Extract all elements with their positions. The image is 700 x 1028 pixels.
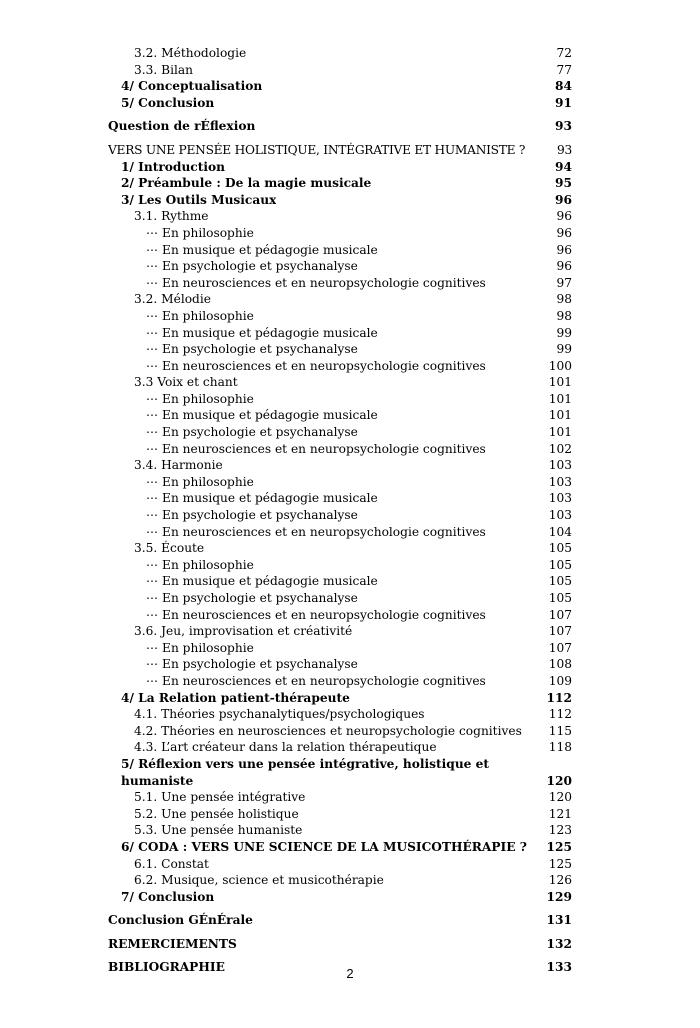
toc-entry[interactable]: [108, 192, 572, 209]
toc-entry[interactable]: [108, 822, 572, 839]
toc-entry[interactable]: [108, 325, 572, 342]
toc-entry-page: 105: [548, 541, 572, 556]
toc-entry-page: 118: [548, 740, 572, 755]
toc-entry-label: 7/ Conclusion: [121, 889, 215, 904]
toc-entry[interactable]: [108, 45, 572, 62]
toc-entry[interactable]: [108, 623, 572, 640]
toc-entry-page: 102: [548, 441, 572, 456]
toc-entry-label: 3.4. Harmonie: [134, 458, 223, 473]
toc-entry[interactable]: [108, 789, 572, 806]
toc-entry-label: ⋯ En neurosciences et en neuropsychologie cognitives: [146, 673, 486, 688]
toc-entry-page: 101: [548, 425, 572, 440]
toc-entry-page: 99: [556, 325, 572, 340]
toc-entry-page: 98: [556, 308, 572, 323]
toc-entry[interactable]: [108, 640, 572, 657]
toc-entry[interactable]: [108, 806, 572, 823]
toc-entry-label: 6.1. Constat: [134, 856, 209, 871]
toc-entry[interactable]: [108, 275, 572, 292]
toc-entry-page: 104: [548, 524, 572, 539]
toc-entry-label: ⋯ En psychologie et psychanalyse: [146, 657, 358, 672]
toc-entry-label: 5/ Réflexion vers une pensée intégrative, holistique et humaniste: [121, 756, 490, 788]
toc-entry-page: 77: [556, 62, 572, 77]
toc-entry-page: 132: [546, 936, 572, 951]
toc-entry-page: 105: [548, 591, 572, 605]
toc-entry-page: 126: [548, 873, 572, 888]
toc-entry-page: 97: [556, 275, 572, 290]
toc-entry-page: 112: [548, 707, 572, 722]
page-number: 2: [346, 966, 354, 981]
toc-entry[interactable]: [108, 391, 572, 408]
toc-entry-label: ⋯ En philosophie: [146, 474, 254, 489]
toc-entry[interactable]: [108, 936, 572, 953]
toc-entry[interactable]: [108, 856, 572, 873]
toc-entry-label: ⋯ En philosophie: [146, 308, 254, 323]
toc-entry-label: ⋯ En neurosciences et en neuropsychologie cognitives: [146, 358, 486, 373]
toc-entry[interactable]: [108, 118, 572, 135]
toc-entry-page: 103: [548, 474, 572, 489]
toc-entry-label: 3/ Les Outils Musicaux: [121, 192, 277, 207]
toc-entry-label: ⋯ En psychologie et psychanalyse: [146, 508, 358, 523]
toc-entry-page: 96: [556, 242, 572, 257]
toc-entry[interactable]: [108, 175, 572, 192]
toc-entry-label: 5.3. Une pensée humaniste: [134, 823, 303, 838]
toc-entry-label: ⋯ En musique et pédagogie musicale: [146, 242, 378, 257]
toc-entry-page: 96: [556, 225, 572, 240]
toc-entry[interactable]: [108, 78, 572, 95]
toc-entry-page: 101: [548, 375, 572, 390]
toc-entry[interactable]: [108, 723, 572, 740]
toc-entry-label: Conclusion GÉnÉrale: [108, 913, 253, 928]
toc-entry-label: ⋯ En philosophie: [146, 640, 254, 655]
toc-entry-page: 121: [548, 806, 572, 821]
toc-entry-label: 4.1. Théories psychanalytiques/psychologiques: [134, 707, 425, 722]
toc-entry-page: 133: [546, 960, 572, 975]
toc-entry-page: 120: [546, 773, 572, 788]
toc-entry-page: 93: [555, 119, 572, 134]
toc-entry-page: 107: [548, 624, 572, 639]
toc-entry-label: BIBLIOGRAPHIE: [108, 960, 225, 975]
toc-entry-label: 2/ Préambule : De la magie musicale: [121, 176, 372, 191]
toc-entry-label: 3.1. Rythme: [134, 209, 209, 224]
toc-entry[interactable]: [108, 839, 572, 856]
toc-entry-page: 100: [548, 358, 572, 373]
toc-entry-label: 1/ Introduction: [121, 159, 225, 174]
toc-entry-label: 3.2. Méthodologie: [134, 46, 247, 60]
toc-entry-label: REMERCIEMENTS: [108, 936, 237, 951]
toc-entry-page: 105: [548, 574, 572, 589]
toc-entry-label: ⋯ En musique et pédagogie musicale: [146, 574, 378, 589]
toc-entry[interactable]: [108, 308, 572, 325]
toc-entry-label: 3.2. Mélodie: [134, 292, 211, 307]
toc-entry-page: 101: [548, 391, 572, 406]
toc-entry-label: ⋯ En psychologie et psychanalyse: [146, 591, 358, 605]
toc-entry-page: 125: [548, 856, 572, 871]
toc-entry-page: 96: [555, 192, 572, 207]
toc-entry-page: 103: [548, 508, 572, 523]
toc-entry[interactable]: [108, 673, 572, 690]
toc-entry[interactable]: [108, 424, 572, 441]
toc-entry[interactable]: [108, 441, 572, 458]
toc-entry[interactable]: [108, 358, 572, 375]
toc-entry-label: ⋯ En neurosciences et en neuropsychologie cognitives: [146, 275, 486, 290]
toc-entry-page: 101: [548, 408, 572, 423]
toc-entry[interactable]: [108, 474, 572, 491]
toc-entry-label: ⋯ En neurosciences et en neuropsychologie cognitives: [146, 441, 486, 456]
toc-entry-page: 107: [548, 640, 572, 655]
table-of-contents: [108, 45, 572, 976]
toc-entry-page: 95: [555, 176, 572, 191]
toc-entry-page: 72: [556, 46, 572, 60]
toc-entry-page: 109: [548, 673, 572, 688]
toc-entry-label: 5.1. Une pensée intégrative: [134, 790, 306, 805]
toc-entry-label: ⋯ En musique et pédagogie musicale: [146, 491, 378, 506]
toc-entry-label: 5/ Conclusion: [121, 95, 215, 110]
toc-entry-page: 103: [548, 458, 572, 473]
toc-entry-page: 120: [548, 790, 572, 805]
toc-entry[interactable]: [108, 341, 572, 358]
toc-entry-label: ⋯ En neurosciences et en neuropsychologie cognitives: [146, 607, 486, 622]
toc-entry-page: 105: [548, 557, 572, 572]
toc-entry-label: ⋯ En psychologie et psychanalyse: [146, 342, 358, 357]
toc-entry[interactable]: [108, 912, 572, 929]
toc-entry-label: ⋯ En neurosciences et en neuropsychologie cognitives: [146, 524, 486, 539]
toc-entry[interactable]: [108, 159, 572, 176]
toc-entry[interactable]: [108, 374, 572, 391]
toc-entry-label: ⋯ En philosophie: [146, 225, 254, 240]
toc-entry-page: 93: [556, 142, 572, 157]
toc-entry-label: 4.3. L’art créateur dans la relation thérapeutique: [134, 740, 437, 755]
toc-entry-page: 115: [548, 723, 572, 738]
toc-entry-label: ⋯ En philosophie: [146, 391, 254, 406]
toc-entry-page: 123: [548, 823, 572, 838]
toc-entry-label: 3.5. Écoute: [134, 541, 205, 556]
toc-entry-page: 112: [546, 690, 572, 705]
toc-entry-label: ⋯ En psychologie et psychanalyse: [146, 259, 358, 274]
toc-entry-label: ⋯ En musique et pédagogie musicale: [146, 325, 378, 340]
toc-entry-page: 98: [556, 292, 572, 307]
toc-entry[interactable]: [108, 557, 572, 574]
toc-entry[interactable]: [108, 95, 572, 112]
toc-entry[interactable]: [108, 490, 572, 507]
toc-entry-page: 107: [548, 607, 572, 622]
toc-entry-label: 5.2. Une pensée holistique: [134, 806, 299, 821]
toc-entry[interactable]: [108, 242, 572, 259]
toc-entry-label: ⋯ En philosophie: [146, 557, 254, 572]
toc-entry-label: 4.2. Théories en neurosciences et neuropsychologie cognitives: [134, 723, 522, 738]
toc-entry[interactable]: [108, 291, 572, 308]
toc-entry-page: 99: [556, 342, 572, 357]
toc-entry-label: 3.3. Bilan: [134, 62, 193, 77]
toc-entry-page: 125: [546, 839, 572, 854]
toc-entry-label: ⋯ En musique et pédagogie musicale: [146, 408, 378, 423]
toc-entry-label: VERS UNE PENSÉE HOLISTIQUE, INTÉGRATIVE ET HUMANISTE ?: [108, 142, 526, 157]
toc-entry-label: 3.6. Jeu, improvisation et créativité: [134, 624, 353, 639]
toc-entry[interactable]: [108, 507, 572, 524]
toc-entry[interactable]: [108, 540, 572, 557]
toc-entry[interactable]: [108, 656, 572, 673]
toc-entry[interactable]: [108, 756, 572, 789]
toc-entry-label: 6.2. Musique, science et musicothérapie: [134, 873, 384, 888]
toc-entry-label: 4/ Conceptualisation: [121, 79, 263, 94]
toc-entry[interactable]: [108, 457, 572, 474]
toc-entry[interactable]: [108, 258, 572, 275]
toc-entry-page: 96: [556, 209, 572, 224]
toc-entry[interactable]: [108, 889, 572, 906]
toc-entry[interactable]: [108, 590, 572, 607]
toc-entry-label: 3.3 Voix et chant: [134, 375, 238, 390]
toc-entry-page: 103: [548, 491, 572, 506]
toc-entry-label: 6/ CODA : VERS UNE SCIENCE DE LA MUSICOTHÉRAPIE ?: [121, 839, 527, 854]
toc-entry[interactable]: [108, 142, 572, 159]
toc-entry-label: ⋯ En psychologie et psychanalyse: [146, 425, 358, 440]
toc-entry-page: 96: [556, 259, 572, 274]
toc-entry-page: 131: [546, 913, 572, 928]
toc-entry[interactable]: [108, 208, 572, 225]
toc-entry-label: 4/ La Relation patient-thérapeute: [121, 690, 350, 705]
toc-entry-label: Question de rÉflexion: [108, 119, 256, 134]
toc-entry[interactable]: [108, 739, 572, 756]
toc-entry[interactable]: [108, 573, 572, 590]
toc-entry-page: 84: [555, 79, 572, 94]
toc-entry[interactable]: [108, 690, 572, 707]
toc-entry-page: 91: [555, 95, 572, 110]
toc-entry[interactable]: [108, 407, 572, 424]
toc-entry[interactable]: [108, 524, 572, 541]
toc-entry-page: 108: [548, 657, 572, 672]
toc-entry[interactable]: [108, 62, 572, 79]
toc-entry-page: 129: [546, 889, 572, 904]
toc-entry-page: 94: [555, 159, 572, 174]
toc-entry[interactable]: [108, 872, 572, 889]
toc-entry[interactable]: [108, 706, 572, 723]
toc-entry[interactable]: [108, 225, 572, 242]
toc-entry[interactable]: [108, 607, 572, 624]
